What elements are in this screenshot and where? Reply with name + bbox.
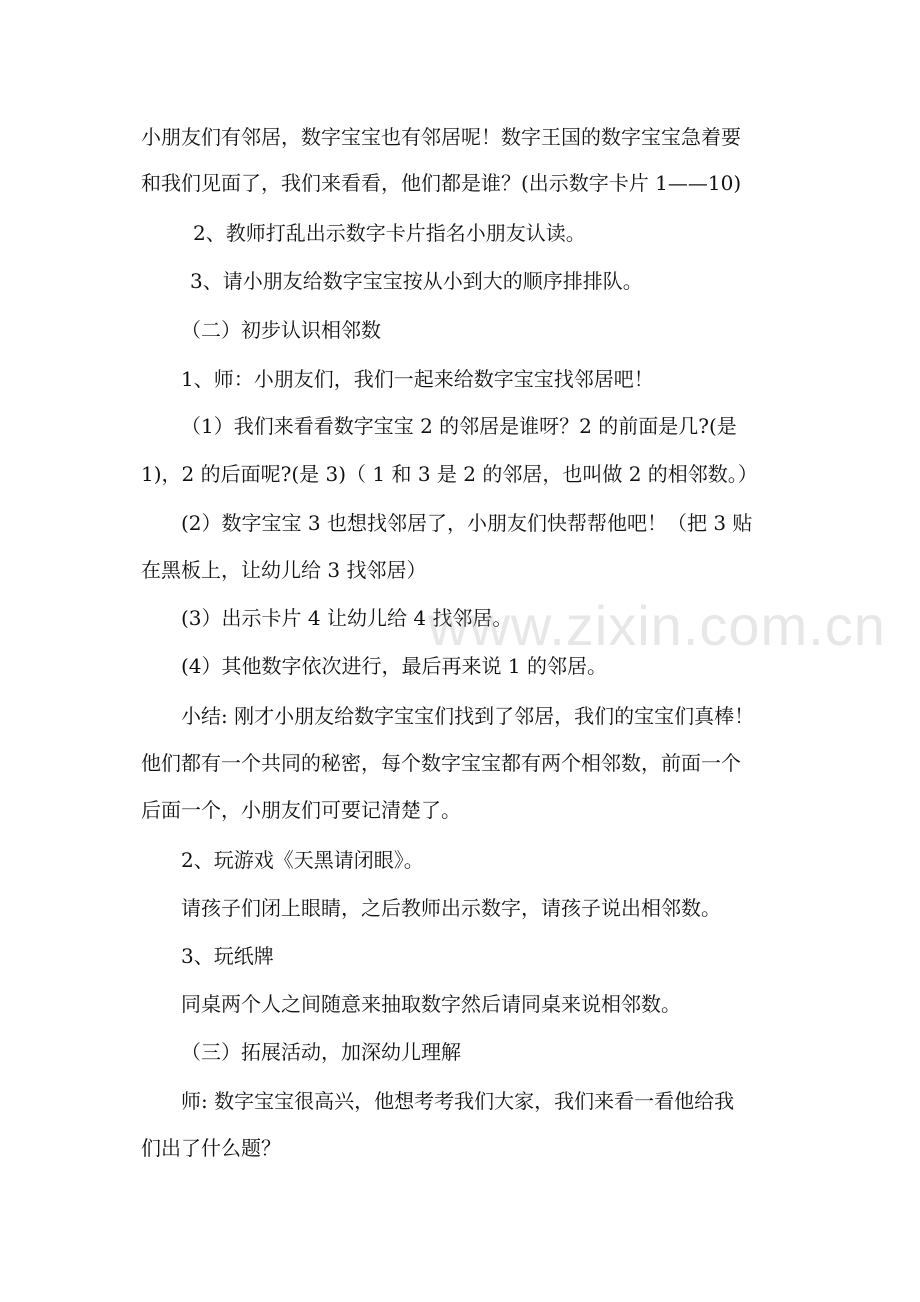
text-line: (3）出示卡片 4 让幼儿给 4 找邻居。 — [181, 606, 513, 630]
text-line: (4）其他数字依次进行，最后再来说 1 的邻居。 — [181, 654, 607, 678]
section-heading: （三）拓展活动，加深幼儿理解 — [181, 1040, 461, 1064]
text-line: 1、师：小朋友们，我们一起来给数字宝宝找邻居吧！ — [181, 367, 654, 391]
text-line: 3、请小朋友给数字宝宝按从小到大的顺序排排队。 — [190, 269, 643, 293]
text-line: 师: 数字宝宝很高兴，他想考考我们大家，我们来看一看他给我 — [181, 1089, 735, 1113]
text-line: (2）数字宝宝 3 也想找邻居了，小朋友们快帮帮他吧！（把 3 贴 — [181, 511, 753, 535]
text-line: 在黑板上，让幼儿给 3 找邻居） — [141, 558, 427, 582]
text-line: 们出了什么题？ — [141, 1136, 281, 1160]
section-heading: （二）初步认识相邻数 — [181, 318, 381, 342]
text-line: 2、教师打乱出示数字卡片指名小朋友认读。 — [193, 221, 586, 245]
text-line: 后面一个，小朋友们可要记清楚了。 — [141, 798, 461, 822]
text-line: 2、玩游戏《天黑请闭眼》。 — [181, 848, 424, 872]
watermark: www.zixin.com.cn — [428, 594, 886, 657]
text-line: 和我们见面了，我们来看看，他们都是谁？(出示数字卡片 1——10) — [141, 171, 742, 195]
text-line: 小结: 刚才小朋友给数字宝宝们找到了邻居，我们的宝宝们真棒！ — [181, 704, 755, 728]
text-line: 3、玩纸牌 — [181, 944, 274, 968]
text-line: 1)，2 的后面呢?(是 3)（ 1 和 3 是 2 的邻居，也叫做 2 的相邻数。） — [141, 462, 758, 486]
text-line: 他们都有一个共同的秘密，每个数字宝宝都有两个相邻数，前面一个 — [141, 751, 741, 775]
text-line: 小朋友们有邻居，数字宝宝也有邻居呢！数字王国的数字宝宝急着要 — [141, 125, 741, 149]
text-line: 请孩子们闭上眼睛，之后教师出示数字，请孩子说出相邻数。 — [181, 896, 721, 920]
text-line: 同桌两个人之间随意来抽取数字然后请同桌来说相邻数。 — [181, 992, 681, 1016]
text-line: （1）我们来看看数字宝宝 2 的邻居是谁呀？2 的前面是几?(是 — [181, 414, 737, 438]
